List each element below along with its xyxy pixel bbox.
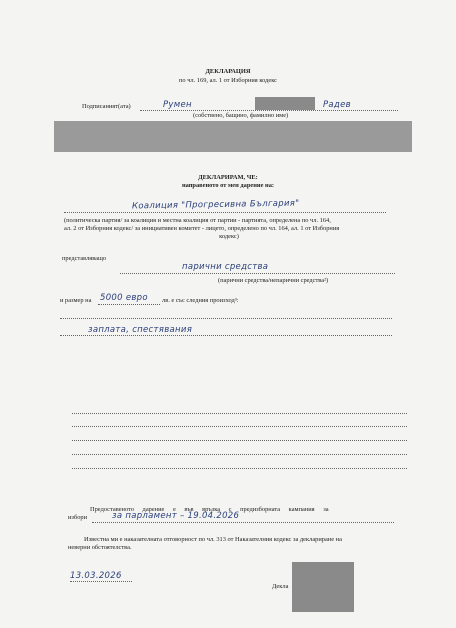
blank-line-1 (72, 413, 407, 414)
signer-first-name: Румен (163, 100, 192, 110)
amount-line (98, 304, 160, 305)
representing-caption: (парични средства/непарични средства²) (218, 277, 329, 284)
amount-origin-label: лв. е със следния произход³: (162, 297, 239, 304)
blank-line-3 (72, 440, 407, 441)
campaign-text: Предоставеното дарение е във връзка с предизборната кампания за (90, 506, 329, 513)
declare-subheading: направеното от мен дарение на: (181, 182, 275, 189)
campaign-value: за парламент – 19.04.2026 (112, 511, 240, 521)
declarant-label: Декла (272, 583, 289, 590)
signer-last-name: Радев (323, 100, 351, 110)
blank-line-5 (72, 468, 407, 469)
signer-label: Подписаният(ата) (82, 103, 131, 110)
signer-caption: (собствено, бащино, фамилно име) (193, 112, 289, 119)
date-line (70, 581, 132, 582)
recipient-caption-3: кодекс) (219, 233, 239, 240)
recipient-caption-1: (политическа партия/ за коалиция и местна коалиция от партии - партията, определена по чл. 164, (64, 217, 331, 224)
document-title: ДЕКЛАРАЦИЯ (205, 68, 251, 75)
document-subtitle: по чл. 169, ал. 1 от Изборния кодекс (179, 77, 277, 84)
amount-label: и размер на (60, 297, 92, 304)
blank-line-2 (72, 426, 407, 427)
recipient-line (64, 212, 386, 213)
campaign-label: избори (68, 514, 88, 521)
liability-line-1: Известна ми е наказателната отговорност по чл. 313 от Наказателния кодекс за деклариране на (84, 536, 342, 543)
recipient-name: Коалиция "Прогресивна България" (131, 198, 300, 212)
recipient-caption-2: ал. 2 от Изборния кодекс/ за инициативен комитет - лицето, определено по чл. 164, ал. 1 от Изборния (64, 225, 340, 232)
blank-line-4 (72, 454, 407, 455)
declare-heading: ДЕКЛАРИРАМ, ЧЕ: (198, 174, 258, 181)
amount-value: 5000 евро (100, 293, 148, 303)
campaign-line (92, 522, 394, 523)
origin-value: заплата, спестявания (88, 325, 193, 335)
origin-line-2 (60, 335, 392, 336)
liability-line-2: неверни обстоятелства. (68, 544, 132, 551)
origin-line-1 (60, 318, 392, 319)
representing-line (120, 273, 395, 274)
signer-line (140, 110, 398, 111)
declaration-date: 13.03.2026 (70, 571, 122, 581)
representing-value: парични средства (182, 262, 269, 272)
representing-label: представляващо (62, 255, 107, 262)
redacted-middle-name (255, 97, 315, 110)
redacted-signature (292, 562, 354, 612)
redacted-personal-data (54, 121, 412, 152)
